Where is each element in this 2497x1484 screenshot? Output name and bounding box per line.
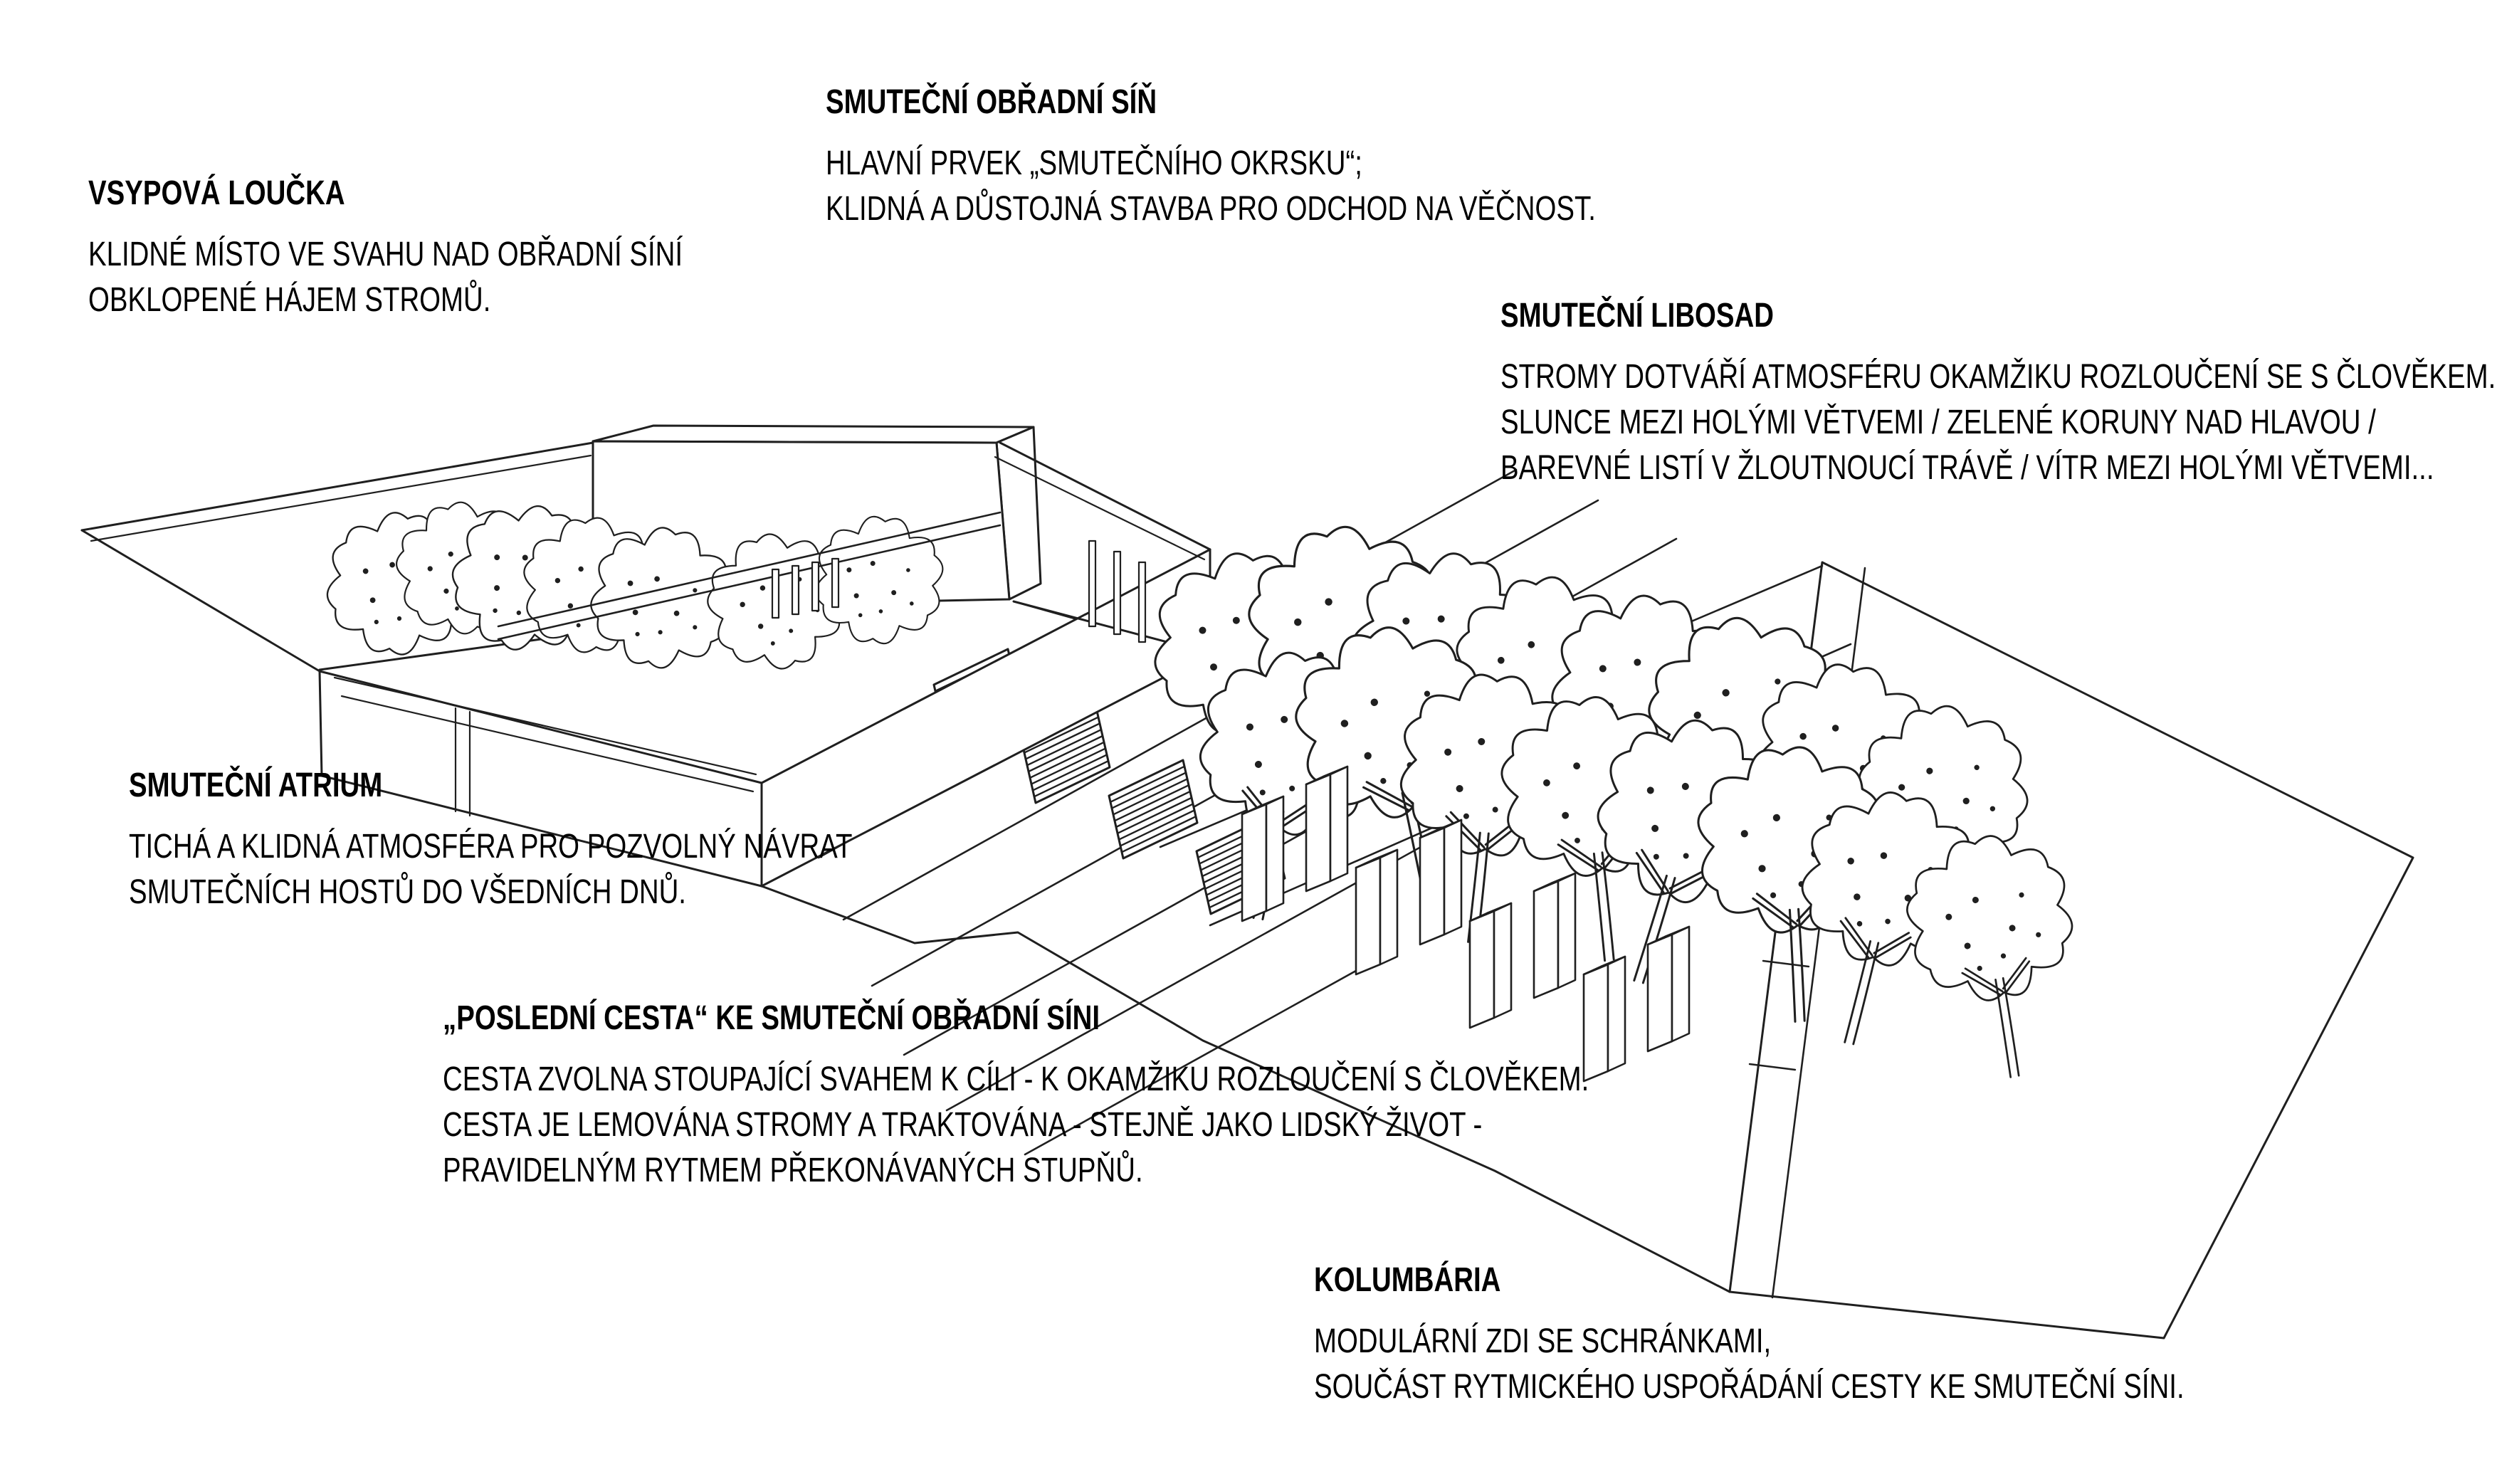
columbarium-slab <box>1356 850 1397 974</box>
annotation-line: KLIDNÁ A DŮSTOJNÁ STAVBA PRO ODCHOD NA VĚČNOST. <box>826 190 1596 228</box>
columbarium-slab <box>1306 767 1347 891</box>
annotation-mourning-grove <box>1500 295 2496 491</box>
annotation-mourning-atrium <box>129 765 852 915</box>
annotation-line: SLUNCE MEZI HOLÝMI VĚTVEMI / ZELENÉ KORUNY NAD HLAVOU / <box>1500 404 2376 441</box>
stair-flight <box>1109 760 1197 858</box>
annotation-line: BAREVNÉ LISTÍ V ŽLOUTNOUCÍ TRÁVĚ / VÍTR MEZI HOLÝMI VĚTVEMI... <box>1500 449 2434 487</box>
annotation-title: KOLUMBÁRIA <box>1314 1261 1501 1299</box>
annotation-line: STROMY DOTVÁŘÍ ATMOSFÉRU OKAMŽIKU ROZLOUČENÍ SE S ČLOVĚKEM. <box>1500 358 2496 396</box>
annotation-line: KLIDNÉ MÍSTO VE SVAHU NAD OBŘADNÍ SÍNÍ <box>88 236 683 273</box>
annotation-title: SMUTEČNÍ LIBOSAD <box>1500 297 1774 335</box>
columbarium-slab <box>1584 957 1625 1081</box>
annotation-title: SMUTEČNÍ OBŘADNÍ SÍŇ <box>826 83 1157 121</box>
annotation-line: CESTA ZVOLNA STOUPAJÍCÍ SVAHEM K CÍLI - K OKAMŽIKU ROZLOUČENÍ S ČLOVĚKEM. <box>443 1061 1589 1098</box>
annotation-line: CESTA JE LEMOVÁNA STROMY A TRAKTOVÁNA - STEJNĚ JAKO LIDSKÝ ŽIVOT - <box>443 1106 1483 1144</box>
annotation-scatter-meadow <box>88 173 683 323</box>
columbarium-slab <box>1420 820 1461 944</box>
annotation-line: TICHÁ A KLIDNÁ ATMOSFÉRA PRO POZVOLNÝ NÁVRAT <box>129 828 853 865</box>
annotation-title: VSYPOVÁ LOUČKA <box>88 174 345 212</box>
annotation-line: PRAVIDELNÝM RYTMEM PŘEKONÁVANÝCH STUPŇŮ. <box>443 1152 1143 1189</box>
annotation-ceremonial-hall <box>826 82 1596 232</box>
columbarium-slab <box>1534 873 1575 998</box>
annotation-title: „POSLEDNÍ CESTA“ KE SMUTEČNÍ OBŘADNÍ SÍNI <box>443 999 1100 1037</box>
annotation-line: MODULÁRNÍ ZDI SE SCHRÁNKAMI, <box>1314 1322 1772 1360</box>
columbarium-slab <box>1242 796 1283 921</box>
annotation-title: SMUTEČNÍ ATRIUM <box>129 767 383 804</box>
columbarium-slab <box>1648 927 1689 1051</box>
annotation-line: HLAVNÍ PRVEK „SMUTEČNÍHO OKRSKU“; <box>826 144 1362 182</box>
annotation-line: OBKLOPENÉ HÁJEM STROMŮ. <box>88 281 491 319</box>
annotation-line: SOUČÁST RYTMICKÉHO USPOŘÁDÁNÍ CESTY KE SMUTEČNÍ SÍNI. <box>1314 1368 2185 1406</box>
annotation-columbaria <box>1314 1260 2185 1410</box>
annotation-line: SMUTEČNÍCH HOSTŮ DO VŠEDNÍCH DNŮ. <box>129 873 686 911</box>
annotation-last-path <box>443 998 1589 1194</box>
